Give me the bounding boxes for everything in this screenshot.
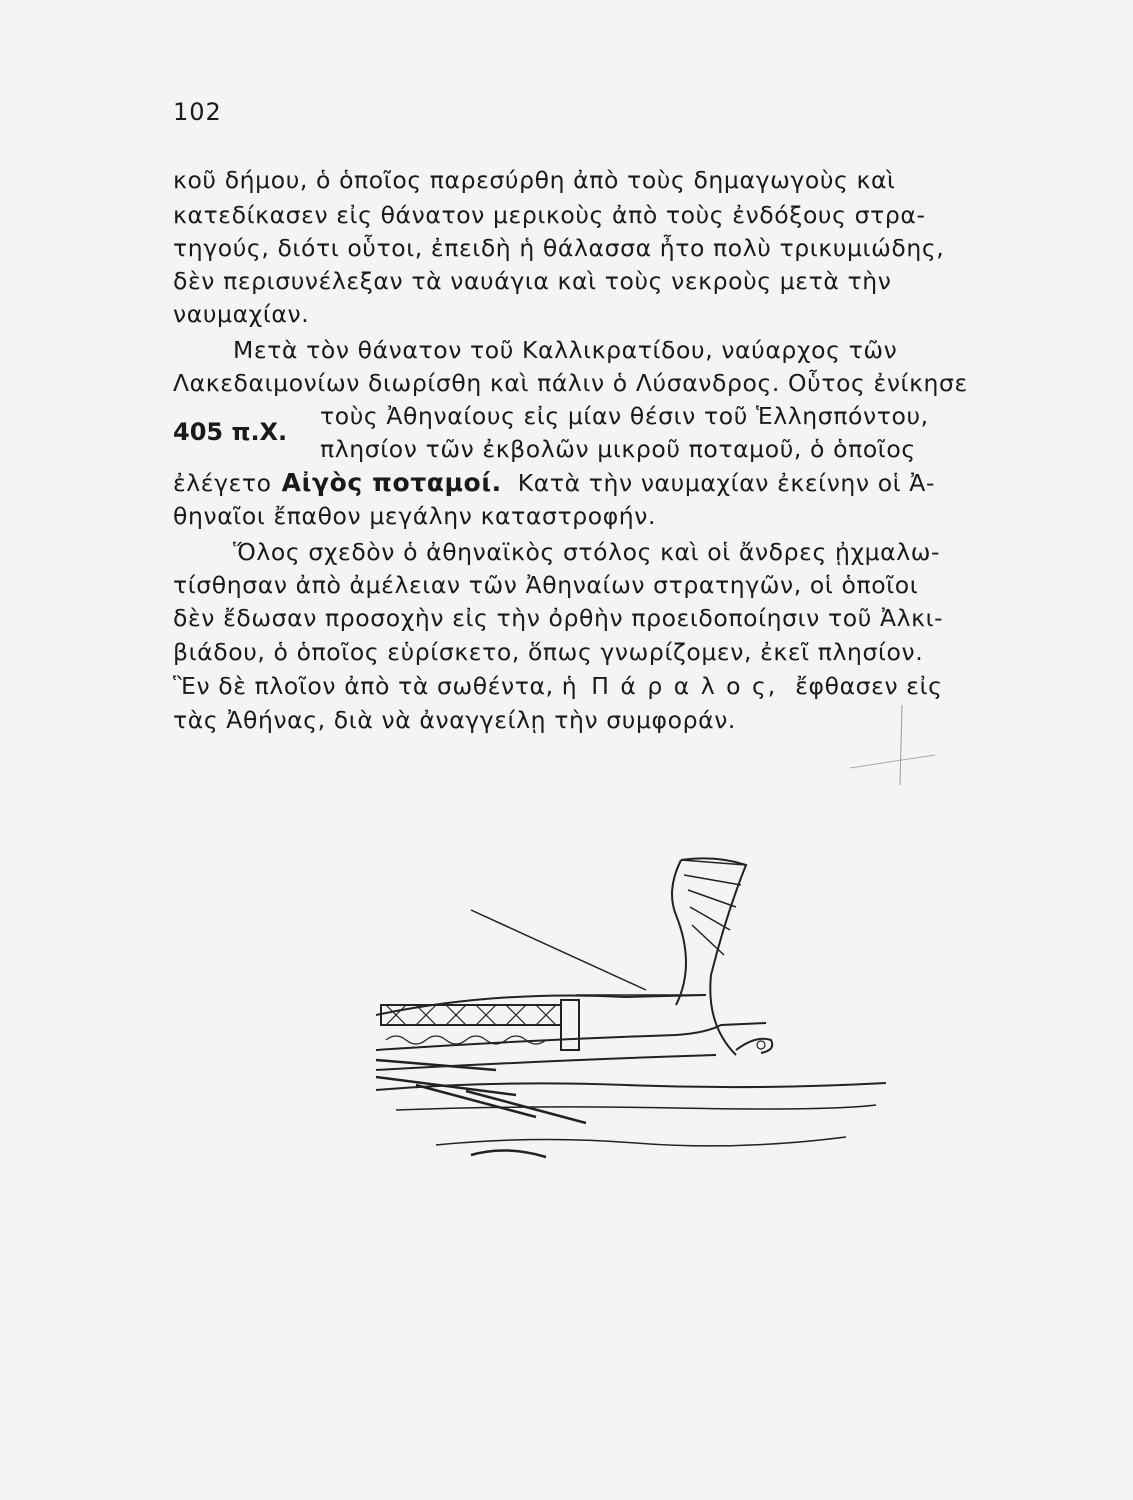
page-number: 102 bbox=[173, 98, 222, 126]
text-line: τίσθησαν ἀπὸ ἀμέλειαν τῶν Ἀθηναίων στρατηγῶν, οἱ ὁποῖοι bbox=[173, 571, 919, 599]
text-line: βιάδου, ὁ ὁποῖος εὑρίσκετο, ὅπως γνωρίζομεν, ἐκεῖ πλησίον. bbox=[173, 638, 924, 666]
text-line: κατεδίκασεν εἰς θάνατον μερικοὺς ἀπὸ τοὺς ἐνδόξους στρα- bbox=[173, 201, 926, 229]
trireme-prow-drawing bbox=[376, 855, 886, 1175]
text-line bbox=[173, 468, 1095, 498]
text-line: τοὺς Ἀθηναίους εἰς μίαν θέσιν τοῦ Ἑλλησπόντου, bbox=[320, 402, 929, 430]
margin-note-date: 405 π.Χ. bbox=[173, 418, 288, 446]
text-line: τὰς Ἀθήνας, διὰ νὰ ἀναγγείλῃ τὴν συμφοράν. bbox=[173, 706, 736, 734]
place-name-bold: Αἰγὸς ποταμοί. bbox=[281, 468, 502, 497]
text-line: δὲν ἔδωσαν προσοχὴν εἰς τὴν ὀρθὴν προειδοποίησιν τοῦ Ἀλκι- bbox=[173, 604, 944, 632]
text-line: Ὅλος σχεδὸν ὁ ἀθηναϊκὸς στόλος καὶ οἱ ἄνδρες ᾐχμαλω- bbox=[233, 538, 941, 566]
scan-crosshair-mark bbox=[840, 700, 940, 790]
text-line: πλησίον τῶν ἐκβολῶν μικροῦ ποταμοῦ, ὁ ὁποῖος bbox=[320, 435, 916, 463]
text-line: δὲν περισυνέλεξαν τὰ ναυάγια καὶ τοὺς νεκροὺς μετὰ τὴν bbox=[173, 267, 892, 295]
line-end: ἔφθασεν εἰς bbox=[795, 672, 943, 700]
text-line: κοῦ δήμου, ὁ ὁποῖος παρεσύρθη ἀπὸ τοὺς δημαγωγοὺς καὶ bbox=[173, 166, 896, 194]
text-line bbox=[173, 671, 1095, 701]
ship-name-spaced: Π ά ρ α λ ο ς, bbox=[591, 672, 778, 700]
text-line: Μετὰ τὸν θάνατον τοῦ Καλλικρατίδου, ναύαρχος τῶν bbox=[233, 336, 898, 364]
line-start: ἐλέγετο bbox=[173, 469, 272, 497]
text-line: θηναῖοι ἔπαθον μεγάλην καταστροφήν. bbox=[173, 502, 657, 530]
text-line: τηγούς, διότι οὗτοι, ἐπειδὴ ἡ θάλασσα ἦτο πολὺ τρικυμιώδης, bbox=[173, 234, 945, 262]
text-line: Λακεδαιμονίων διωρίσθη καὶ πάλιν ὁ Λύσανδρος. Οὗτος ἐνίκησε bbox=[173, 369, 968, 397]
line-end: Κατὰ τὴν ναυμαχίαν ἐκείνην οἱ Ἀ- bbox=[517, 469, 936, 497]
text-line: ναυμαχίαν. bbox=[173, 300, 310, 328]
line-start: Ἓν δὲ πλοῖον ἀπὸ τὰ σωθέντα, ἡ bbox=[173, 672, 578, 700]
